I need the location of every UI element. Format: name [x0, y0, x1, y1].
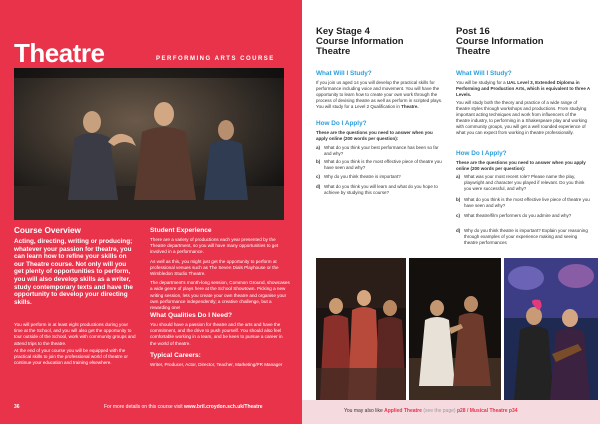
careers-text: Writer, Producer, Actor, Director, Teacher, Marketing/PR Manager: [150, 362, 283, 367]
hero-photo-stage-performance: [14, 68, 284, 220]
ks4-how-heading: How Do I Apply?: [316, 120, 367, 127]
question-letter: b): [316, 159, 321, 164]
footer-url-link[interactable]: www.bril.croydon.sch.uk/Theatre: [184, 404, 263, 410]
student-experience-paragraph-1: There are a variety of productions each year presented by the Theatre department, so you will have many opportunities to get involved in a performance.: [150, 237, 279, 255]
question-letter: b): [456, 197, 461, 202]
ks4-what-bold: Theatre.: [401, 104, 419, 110]
post16-what-heading: What Will I Study?: [456, 70, 512, 77]
footer-also-like: You may also like: [344, 408, 383, 414]
question-text: Why do you think theatre is important? Explain your reasoning through examples of your experience making and seeing theatre performances: [464, 228, 588, 246]
course-overview-paragraph-2: At the end of your course you will be equipped with the practical skills to join the professional world of theatre or continue your education and training elsewhere.: [14, 348, 128, 366]
question-letter: d): [456, 228, 461, 233]
qualities-heading: What Qualities Do I Need?: [150, 312, 233, 319]
question-text: Why do you think theatre is important?: [324, 174, 401, 179]
question-text: What theatre/film performers do you admire and why?: [464, 213, 572, 218]
post16-what-body: You will be studying for a: [456, 80, 506, 85]
post16-heading-line-1: Post 16: [456, 26, 490, 37]
question-letter: a): [316, 145, 321, 150]
related-course-applied-theatre[interactable]: Applied Theatre: [384, 408, 422, 414]
ks4-heading-line-1: Key Stage 4: [316, 26, 370, 37]
related-course-musical-theatre[interactable]: p28 / Musical Theatre p34: [456, 408, 518, 414]
question-text: What do you think you will learn and what do you hope to achieve by studying this course?: [324, 184, 438, 196]
left-footer: [104, 404, 262, 410]
question-text: What do you think is the most effective live piece of theatre you have seen and why?: [464, 197, 590, 209]
question-letter: d): [316, 184, 321, 189]
question-text: What was your most recent role? Please name the play, playwright and character you played if relevant. Do you think you were successful, and why?: [464, 174, 585, 192]
question-text: What do you think your best performance has been so far and why?: [324, 145, 439, 157]
ks4-what-body: If you join us aged 14 you will develop the practical skills for performance including voice and movement. You will have the opportunity to learn how to create your own work through the process of devising theatre as well as perform in scripted plays. You will study for a Level 2 Qualification in: [316, 80, 443, 110]
photo-ensemble-singing: [316, 258, 406, 400]
course-overview-heading: Course Overview: [14, 226, 81, 235]
ks4-heading-line-2: Course Information: [316, 36, 404, 48]
post16-question-d: [456, 228, 590, 250]
student-experience-paragraph-3: The department's month-long session, Common Ground, showcases a wide genre of plays here at the School Showtown. Picking a new writing session, lets you create your own theatre and organise your own performance independently; a creative challenge, but a rewarding one!: [150, 280, 290, 311]
post16-how-heading: How Do I Apply?: [456, 150, 507, 157]
question-letter: c): [316, 174, 321, 179]
post16-what-text-2: You will study both the theory and practice of a wide range of theatre styles through workshops and productions. From studying important acting techniques and work from influencers of the theatre industry, to performing in a Shakespeare play and working with community groups, you will get a well rounded experience of what you can expect from working in theatre professionally.: [456, 100, 587, 136]
ks4-question-c: [316, 174, 444, 182]
question-text: What do you think is the most effective piece of theatre you have seen and why?: [324, 159, 442, 171]
page-subtitle: PERFORMING ARTS COURSE: [156, 56, 275, 62]
qualities-section: [150, 312, 290, 347]
photo-dance-scene: [409, 258, 501, 400]
ks4-what-heading: What Will I Study?: [316, 70, 372, 77]
right-footer-text: [344, 408, 518, 414]
page-title: Theatre: [14, 38, 105, 68]
page-number: 36: [14, 404, 20, 410]
post16-question-b: [456, 197, 590, 211]
ks4-question-b: [316, 159, 444, 173]
student-experience-heading: Student Experience: [150, 227, 212, 234]
footer-see-text: (see the page): [423, 408, 456, 414]
post16-what-text: [456, 80, 590, 98]
ks4-what-text: [316, 80, 444, 110]
footer-prefix: For more details on this course visit: [104, 404, 183, 410]
ks4-question-d: [316, 184, 444, 198]
right-page: [302, 0, 600, 424]
post16-heading: [456, 27, 544, 58]
careers-heading: Typical Careers:: [150, 352, 201, 359]
ks4-heading: [316, 27, 404, 58]
question-letter: a): [456, 174, 461, 179]
post16-question-a: [456, 174, 590, 194]
student-experience-paragraph-2: As well as this, you might just get the opportunity to perform at professional venues such as The Seven Dials Playhouse or the Wimbledon Studio Theatre.: [150, 258, 279, 277]
qualities-paragraph: You should have a passion for theatre and the arts and have the commitment, and the drive to push yourself. You should also feel comfortable working in a team, and be keen to pursue a career in the world of theatre.: [150, 322, 283, 346]
post16-question-c: [456, 213, 590, 227]
post16-heading-line-3: Theatre: [456, 46, 491, 58]
production-photos: [316, 258, 598, 400]
post16-what-bold: UAL Level 3, Extended Diploma in Performing and Production Arts, which is equivalent to three A Levels.: [456, 80, 591, 98]
student-experience-section: [150, 227, 290, 311]
ks4-heading-line-3: Theatre: [316, 46, 351, 58]
ks4-how-lead: These are the questions you need to answer when you apply online (200 words per question):: [316, 130, 433, 142]
post16-heading-line-2: Course Information: [456, 36, 544, 48]
question-letter: c): [456, 213, 461, 218]
course-overview-paragraph-1: You will perform in at least eight productions during your time at the School, and you will also get the opportunity to tour outside of the School, work with community groups and attend trips to the theatre.: [14, 322, 136, 346]
right-footer: [302, 400, 600, 424]
careers-section: [150, 352, 290, 368]
course-overview-lead: Acting, directing, writing or producing; whatever your passion for theatre, you can learn how to refine your skills on our Theatre course. Not only will you get plenty of opportunities to perform, you will also develop skills as a writer, study contemporary texts and have the opportunity to develop your directing skills.: [14, 238, 133, 306]
post16-how-lead: These are the questions you need to answer when you apply online (200 words per question):: [456, 160, 586, 172]
ks4-question-a: [316, 145, 444, 159]
photo-rock-performance: [504, 258, 598, 400]
